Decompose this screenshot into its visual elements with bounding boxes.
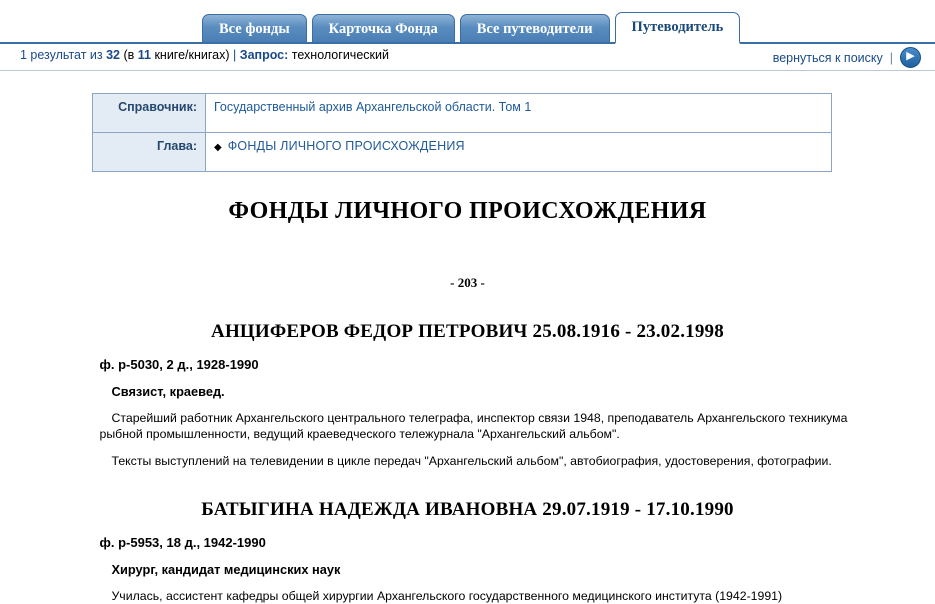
result-books-suffix: книге/книгах) [150,48,230,62]
guide-info-panel [92,93,832,172]
query-label: Запрос: [239,48,289,62]
chapter-link[interactable]: ФОНДЫ ЛИЧНОГО ПРОИСХОЖДЕНИЯ [227,139,465,153]
table-row [93,133,832,172]
result-divider: | [229,48,240,62]
tab-guide[interactable]: Путеводитель [615,12,741,44]
document-body [82,172,854,604]
entry-paragraph: Тексты выступлений на телевидении в цикле передач "Архангельский альбом", автобиография, удостоверения, фотографии. [111,454,832,468]
next-result-arrow-icon[interactable]: ▶ [900,47,921,68]
query-value: технологический [291,48,389,62]
back-to-search-link[interactable]: вернуться к поиску [772,50,883,65]
result-total: 32 [106,48,121,62]
entry-title: БАТЫГИНА НАДЕЖДА ИВАНОВНА 29.07.1919 - 17.10.1990 [201,499,734,520]
document-heading: ФОНДЫ ЛИЧНОГО ПРОИСХОЖДЕНИЯ [228,198,707,224]
result-count-prefix: 1 результат из [20,48,107,62]
bullet-icon: ◆ [214,142,222,153]
guide-info-table [92,93,832,172]
guide-link[interactable]: Государственный архив Архангельской области. Том 1 [214,100,532,114]
list-item [82,321,854,469]
result-summary [20,48,389,62]
result-bar [0,44,935,71]
tab-all-guides[interactable]: Все путеводители [460,14,610,42]
tab-bar [0,0,935,44]
chapter-value [206,133,832,172]
entry-title: АНЦИФЕРОВ ФЕДОР ПЕТРОВИЧ 25.08.1916 - 23.02.1998 [211,321,724,342]
action-separator: | [889,50,893,65]
result-books-count: 11 [137,48,151,62]
result-actions [773,47,921,68]
guide-label: Справочник: [93,94,206,133]
entry-fond-info: ф. р-5030, 2 д., 1928-1990 [99,357,259,372]
entry-occupation: Связист, краевед. [111,384,225,399]
list-item [82,499,854,604]
page-number: - 203 - [450,275,485,290]
entry-paragraph: Училась, ассистент кафедры общей хирургии Архангельского государственного медицинского института (1942-1991) [111,589,783,603]
entry-occupation: Хирург, кандидат медицинских наук [111,562,341,577]
entry-fond-info: ф. р-5953, 18 д., 1942-1990 [99,535,266,550]
result-books-open: (в [120,48,138,62]
entry-paragraph: Старейший работник Архангельского центрального телеграфа, инспектор связи 1948, преподаватель Архангельского техникума рыбной промышленности, ведущий краеведческого тележурнала "Архангельский альбом". [99,411,848,441]
tab-fond-card[interactable]: Карточка Фонда [312,14,455,42]
table-row [93,94,832,133]
chapter-label: Глава: [93,133,206,172]
tab-list [202,12,745,42]
tab-all-fonds[interactable]: Все фонды [202,14,307,42]
guide-value [206,94,832,133]
